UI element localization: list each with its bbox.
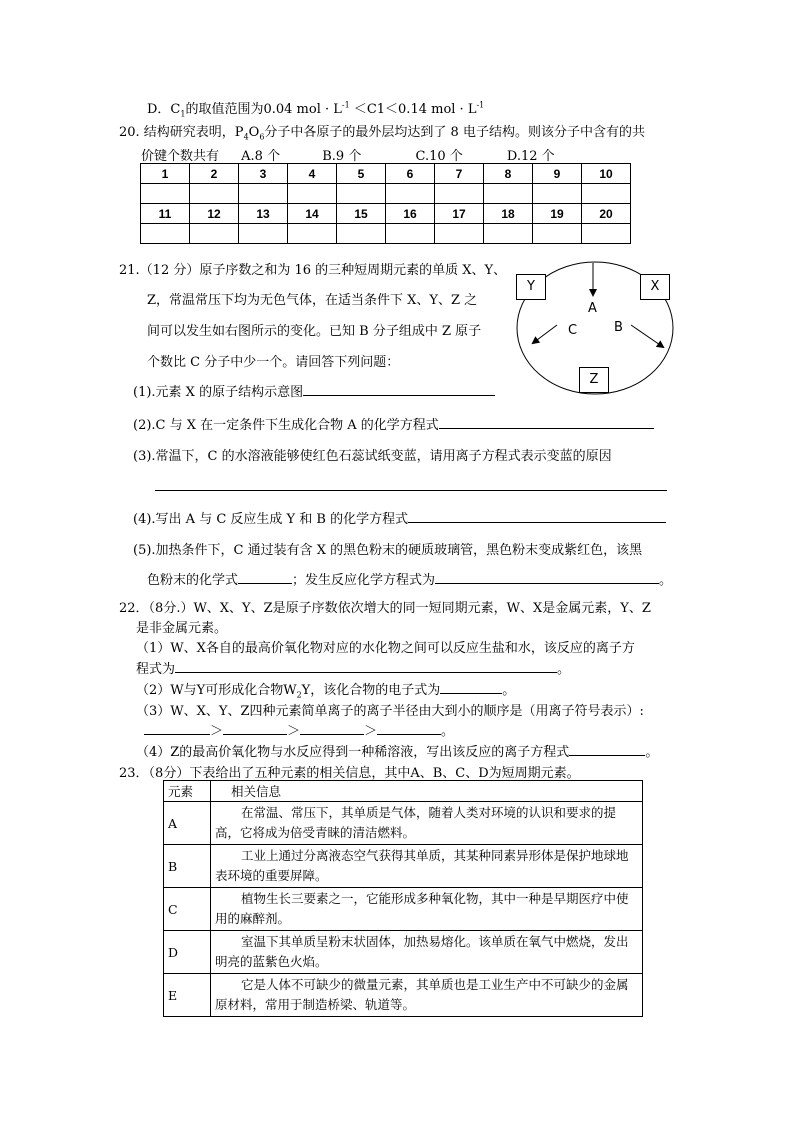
node-z: Z: [579, 367, 609, 393]
answer-blank[interactable]: [300, 722, 364, 735]
header-info: 相关信息: [211, 781, 643, 802]
q22-part-3: （3）W、X、Y、Z四种元素简单离子的离子半径由大到小的顺序是（用离子符号表示）:: [136, 704, 644, 719]
header-element: 元素: [164, 781, 211, 802]
label-a: A: [588, 301, 597, 316]
element-info-table: [163, 780, 643, 1017]
answer-blank[interactable]: [435, 571, 659, 584]
q22-stem: 22．（8分.）W、X、Y、Z是原子序数依次增大的同一短同期元素，W、X是金属元素，Y、Z: [119, 601, 651, 616]
table-row: E 它是人体不可缺少的微量元素，其单质也是工业生产中不可缺少的金属原材料，常用于制造桥梁、轨道等。: [164, 974, 643, 1017]
answer-table-blank-row: [141, 224, 631, 244]
answer-blank[interactable]: [569, 743, 645, 756]
arrow-to-c: [533, 325, 557, 343]
q22-part-1: （1）W、X各自的最高价氧化物对应的水化物之间可以反应生盐和水，该反应的离子方: [136, 641, 635, 656]
answer-table-number-row: 1 2 3 4 5 6 7 8 9 10: [141, 164, 631, 184]
table-row: C 植物生长三要素之一，它能形成多种氧化物，其中一种是早期医疗中使用的麻醉剂。: [164, 888, 643, 931]
q20-stem: 20. 结构研究表明，$P_4O_6$分子中各原子的最外层均达到了 8 电子结构。则该分子中含有的共: [119, 125, 645, 142]
q21-part-2: (2).C 与 X 在一定条件下生成化合物 A 的化学方程式: [133, 414, 654, 433]
q21-stem-line: Z，常温常压下均为无色气体，在适当条件下 X、Y、Z 之: [147, 293, 478, 308]
q21-part-5: (5).加热条件下，C 通过装有含 X 的黑色粉末的硬质玻璃管，黑色粉末变成紫红色，该黑: [133, 543, 643, 558]
q22-stem-cont: 是非金属元素。: [136, 621, 228, 636]
q22-part-1-cont: 程式为 。: [136, 662, 571, 677]
q21-part-3: (3).常温下，C 的水溶液能够使红色石蕊试纸变蓝，请用离子方程式表示变蓝的原因: [133, 449, 612, 464]
answer-blank[interactable]: [440, 681, 502, 694]
answer-blank[interactable]: [175, 660, 557, 673]
q21-part-1: (1).元素 X 的原子结构示意图: [133, 381, 495, 400]
answer-blank[interactable]: [238, 571, 292, 584]
q22-part-2: （2）W与Y可形成化合物$W_2Y$，该化合物的电子式为 。: [136, 683, 516, 700]
answer-blank[interactable]: [223, 722, 287, 735]
q21-part-4: (4).写出 A 与 C 反应生成 Y 和 B 的化学方程式: [133, 508, 666, 527]
q21-part-5-cont: 色粉末的化学式 ；发生反应化学方程式为 。: [147, 573, 673, 588]
q20-option-a: A.8 个: [241, 149, 281, 164]
q20-option-d: D.12 个: [506, 149, 555, 164]
answer-blank[interactable]: [377, 722, 441, 735]
q20-option-c: C.10 个: [415, 149, 463, 164]
q19-option-d: D．$C_1$的取值范围为0.04 mol · $L^{-1} <C1<0.14$ mol · $L^{-1}$: [147, 100, 485, 119]
arrow-from-b: [631, 325, 663, 347]
table-row: B 工业上通过分离液态空气获得其单质，其某种同素异形体是保护地球地表环境的重要屏障。: [164, 845, 643, 888]
answer-blank[interactable]: [439, 416, 654, 429]
q21-stem-line: 间可以发生如右图所示的变化。已知 B 分子组成中 Z 原子: [147, 324, 482, 339]
node-x: X: [640, 274, 670, 300]
answer-table-blank-row: [141, 184, 631, 204]
answer-blank[interactable]: [155, 478, 667, 491]
q21-stem-line: 21.（12 分）原子序数之和为 16 的三种短周期元素的单质 X、Y、: [119, 263, 507, 278]
label-b: B: [614, 320, 623, 335]
answer-blank[interactable]: [408, 510, 666, 523]
answer-table: [140, 163, 631, 244]
table-header-row: [164, 781, 643, 802]
answer-blank[interactable]: [144, 722, 210, 735]
q21-stem-line: 个数比 C 分子中少一个。请回答下列问题：: [147, 355, 400, 370]
label-c: C: [568, 323, 578, 338]
q20-options: 价键个数共有 A.8 个 B.9 个 C.10 个 D.12 个: [141, 149, 555, 164]
node-y: Y: [516, 274, 546, 300]
q20-option-b: B.9 个: [322, 149, 362, 164]
q22-part-3-answer: ＞ ＞ ＞ 。: [144, 720, 454, 739]
answer-blank[interactable]: [303, 383, 495, 396]
table-row: A 在常温、常压下，其单质是气体，随着人类对环境的认识和要求的提高，它将成为倍受青睐的清洁燃料。: [164, 802, 643, 845]
table-row: D 室温下其单质呈粉末状固体，加热易熔化。该单质在氧气中燃烧，发出明亮的蓝紫色火焰。: [164, 931, 643, 974]
q22-part-4: （4）Z的最高价氧化物与水反应得到一种稀溶液，写出该反应的离子方程式 。: [136, 745, 659, 760]
answer-table-number-row: 11 12 13 14 15 16 17 18 19 20: [141, 204, 631, 224]
q23-stem: 23．（8分）下表给出了五种元素的相关信息，其中A、B、C、D为短周期元素。: [119, 766, 580, 781]
